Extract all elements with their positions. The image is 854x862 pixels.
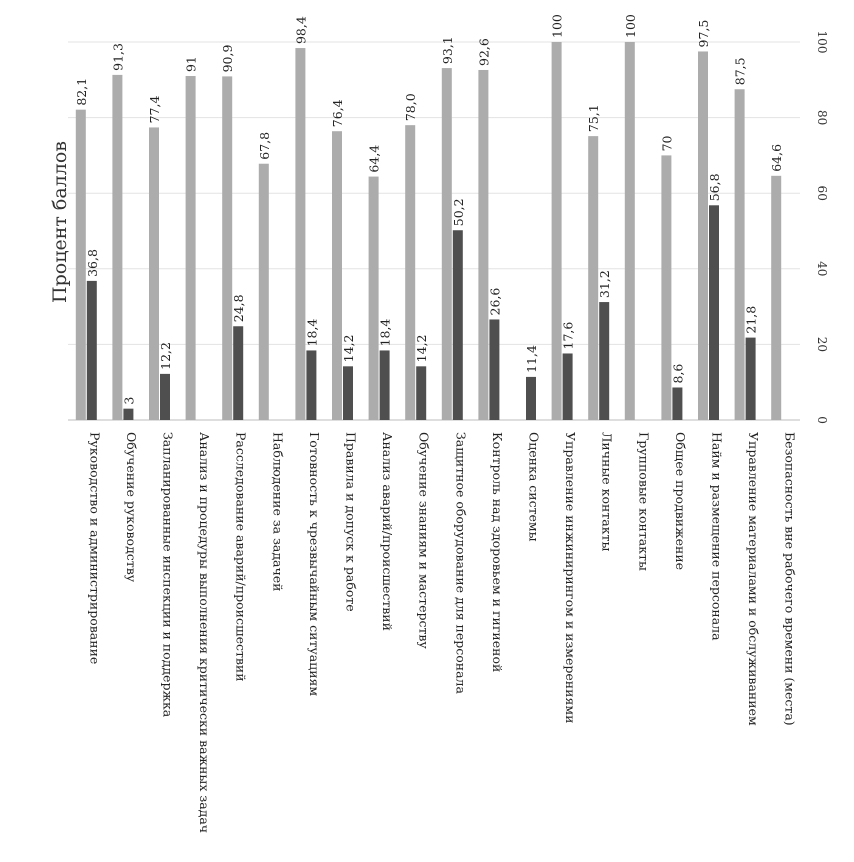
y-tick-label: 60: [815, 185, 829, 201]
y-tick-label: 0: [815, 416, 829, 424]
data-label-dark: 11,4: [524, 345, 539, 373]
data-label-light: 97,5: [696, 19, 711, 48]
y-axis-title: Процент баллов: [49, 141, 71, 303]
category-label: Правила и допуск к работе: [343, 432, 359, 612]
y-tick-label: 100: [815, 30, 829, 54]
bar-dark: [123, 409, 133, 420]
data-label-light: 77,4: [147, 95, 162, 124]
data-label-light: 67,8: [256, 131, 272, 160]
category-label: Личные контакты: [599, 432, 615, 552]
bar-light: [332, 131, 342, 420]
bar-dark: [233, 326, 243, 420]
data-label-dark: 36,8: [84, 249, 100, 277]
data-label-light: 82,1: [73, 77, 89, 106]
category-label: Наблюдение за задачей: [270, 432, 286, 592]
data-label-dark: 14,2: [341, 334, 356, 363]
data-label-light: 91: [183, 56, 199, 73]
data-label-light: 91,3: [110, 43, 126, 71]
category-label: Контроль над здоровьем и гигиеной: [489, 432, 505, 673]
bar-dark: [563, 353, 573, 420]
data-label-light: 70: [659, 135, 675, 152]
category-label: Защитное оборудование для персонала: [453, 432, 469, 694]
category-label: Безопасность вне рабочего времени (места): [782, 432, 798, 726]
category-label: Групповые контакты: [636, 432, 652, 571]
data-label-dark: 24,8: [231, 294, 247, 323]
data-label-dark: 31,2: [597, 270, 613, 299]
category-label: Оценка системы: [526, 432, 542, 542]
bar-dark: [306, 350, 316, 420]
data-label-light: 76,4: [330, 99, 345, 128]
y-tick-label: 40: [815, 261, 829, 277]
data-label-dark: 17,6: [560, 321, 576, 350]
category-label: Найм и размещение персонала: [709, 432, 725, 641]
bar-light: [149, 127, 159, 420]
data-label-dark: 50,2: [450, 198, 466, 227]
category-label: Обучение руководству: [123, 432, 139, 583]
data-label-dark: 14,2: [414, 334, 430, 363]
bar-light: [405, 125, 415, 420]
bar-dark: [709, 205, 719, 420]
category-label: Запланированные инспекции и поддержка: [160, 432, 176, 718]
y-tick-label: 20: [815, 336, 829, 353]
data-label-dark: 3: [121, 396, 137, 405]
category-label: Руководство и администрирование: [87, 432, 103, 665]
category-label: Общее продвижение: [672, 432, 688, 571]
data-label-dark: 12,2: [158, 342, 173, 370]
y-tick-label: 80: [815, 109, 829, 126]
bar-light: [771, 176, 781, 420]
bar-light: [478, 70, 488, 420]
data-label-light: 87,5: [732, 57, 748, 86]
bar-light: [295, 48, 305, 420]
data-label-dark: 18,4: [304, 318, 320, 347]
bar-light: [112, 75, 122, 420]
data-label-dark: 8,6: [670, 363, 686, 384]
bar-light: [259, 164, 269, 420]
bar-light: [222, 76, 232, 420]
category-label: Обучение знаниям и мастерству: [416, 432, 432, 649]
bar-light: [442, 68, 452, 420]
data-label-dark: 26,6: [487, 287, 503, 316]
category-label: Управление материалами и обслуживанием: [746, 432, 762, 726]
data-label-light: 64,6: [769, 143, 785, 172]
data-label-light: 93,1: [439, 36, 455, 65]
bar-light: [186, 76, 196, 420]
data-label-light: 75,1: [586, 104, 602, 133]
bar-dark: [87, 281, 97, 420]
bar-dark: [160, 374, 170, 420]
data-label-light: 100: [622, 14, 638, 38]
bar-dark: [672, 387, 682, 420]
data-label-light: 100: [549, 14, 565, 38]
bar-dark: [380, 350, 390, 420]
data-label-light: 90,9: [220, 44, 236, 73]
bar-dark: [746, 338, 756, 420]
bar-light: [369, 177, 379, 420]
bar-dark: [453, 230, 463, 420]
data-label-light: 92,6: [476, 38, 492, 66]
bar-dark: [343, 366, 353, 420]
bar-light: [735, 89, 745, 420]
category-label: Готовность к чрезвычайным ситуациям: [306, 432, 322, 697]
category-label: Управление инжинирингом и измерениями: [563, 432, 579, 724]
data-label-dark: 21,8: [743, 305, 759, 334]
bar-dark: [599, 302, 609, 420]
category-label: Анализ аварий/происшествий: [380, 432, 396, 631]
bar-light: [552, 42, 562, 420]
data-label-dark: 56,8: [707, 173, 722, 202]
bar-light: [698, 51, 708, 420]
data-label-light: 98,4: [293, 16, 309, 45]
category-label: Расследование аварий/происшествий: [233, 432, 249, 682]
bar-dark: [416, 366, 426, 420]
data-label-light: 78,0: [403, 93, 419, 122]
bar-light: [625, 42, 635, 420]
category-label: Анализ и процедуры выполнения критически важных задач: [197, 432, 213, 834]
bar-dark: [526, 377, 536, 420]
data-label-light: 64,4: [366, 144, 382, 173]
data-label-dark: 18,4: [377, 318, 393, 347]
bar-dark: [489, 319, 499, 420]
